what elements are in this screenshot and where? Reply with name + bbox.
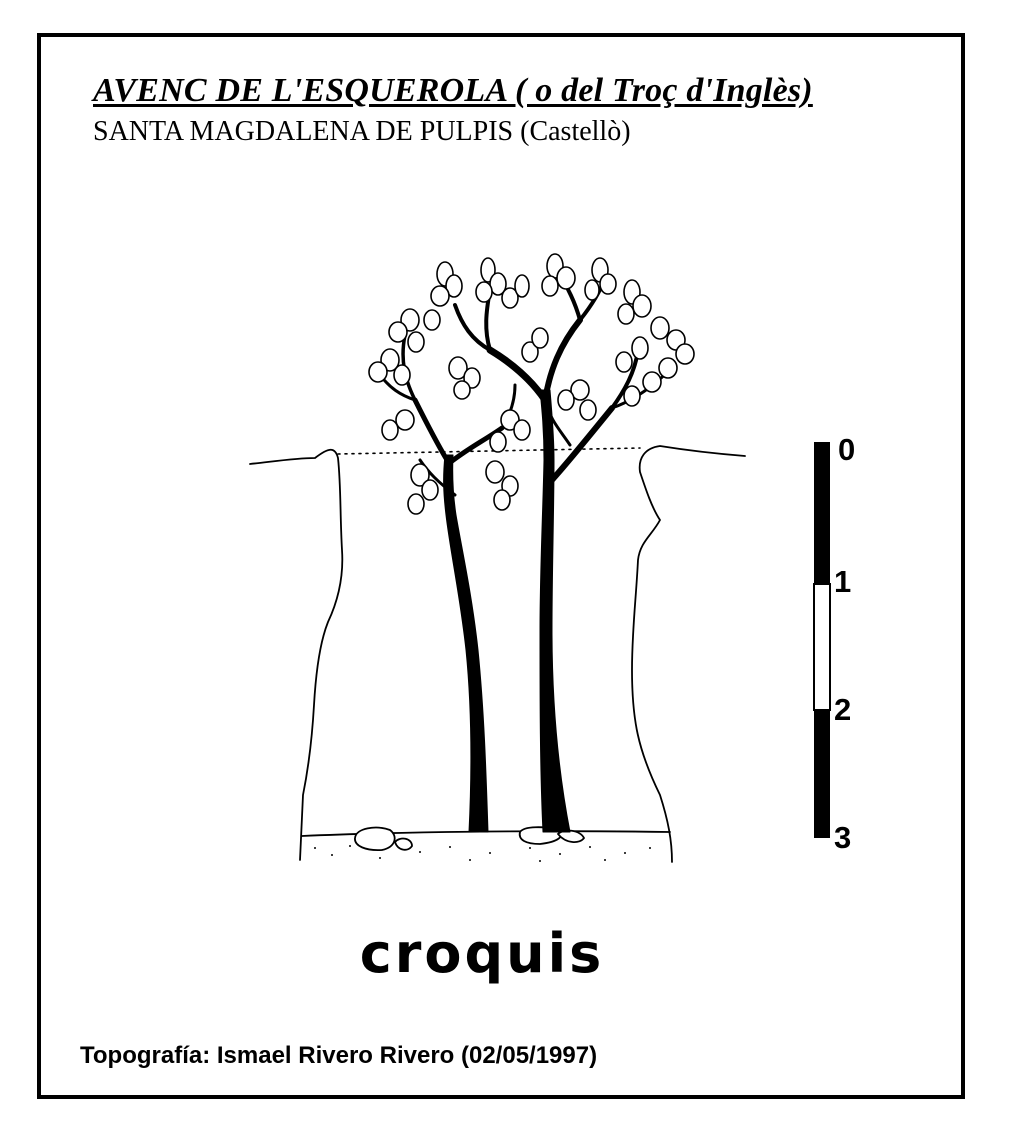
rock-small [395, 839, 412, 850]
left-rim [250, 450, 342, 860]
scale-bar [800, 430, 880, 850]
caption-croquis: croquis [359, 922, 605, 985]
scale-segment-2-3 [814, 710, 830, 838]
cave-sketch [240, 250, 760, 870]
scale-segment-0-1 [814, 442, 830, 584]
scale-label-2: 2 [834, 692, 852, 727]
scale-segment-1-2 [814, 584, 830, 710]
scale-label-0: 0 [838, 432, 856, 467]
right-rim [632, 446, 745, 862]
entrance-dotted-line [338, 448, 640, 454]
rock-left [355, 828, 395, 851]
scale-label-3: 3 [834, 820, 852, 855]
cave-location: SANTA MAGDALENA DE PULPIS (Castellò) [93, 116, 631, 147]
survey-credit: Topografía: Ismael Rivero Rivero (02/05/1997) [80, 1042, 598, 1069]
scale-label-1: 1 [834, 564, 852, 599]
cave-title: AVENC DE L'ESQUEROLA ( o del Troç d'Inglès) [93, 72, 813, 109]
